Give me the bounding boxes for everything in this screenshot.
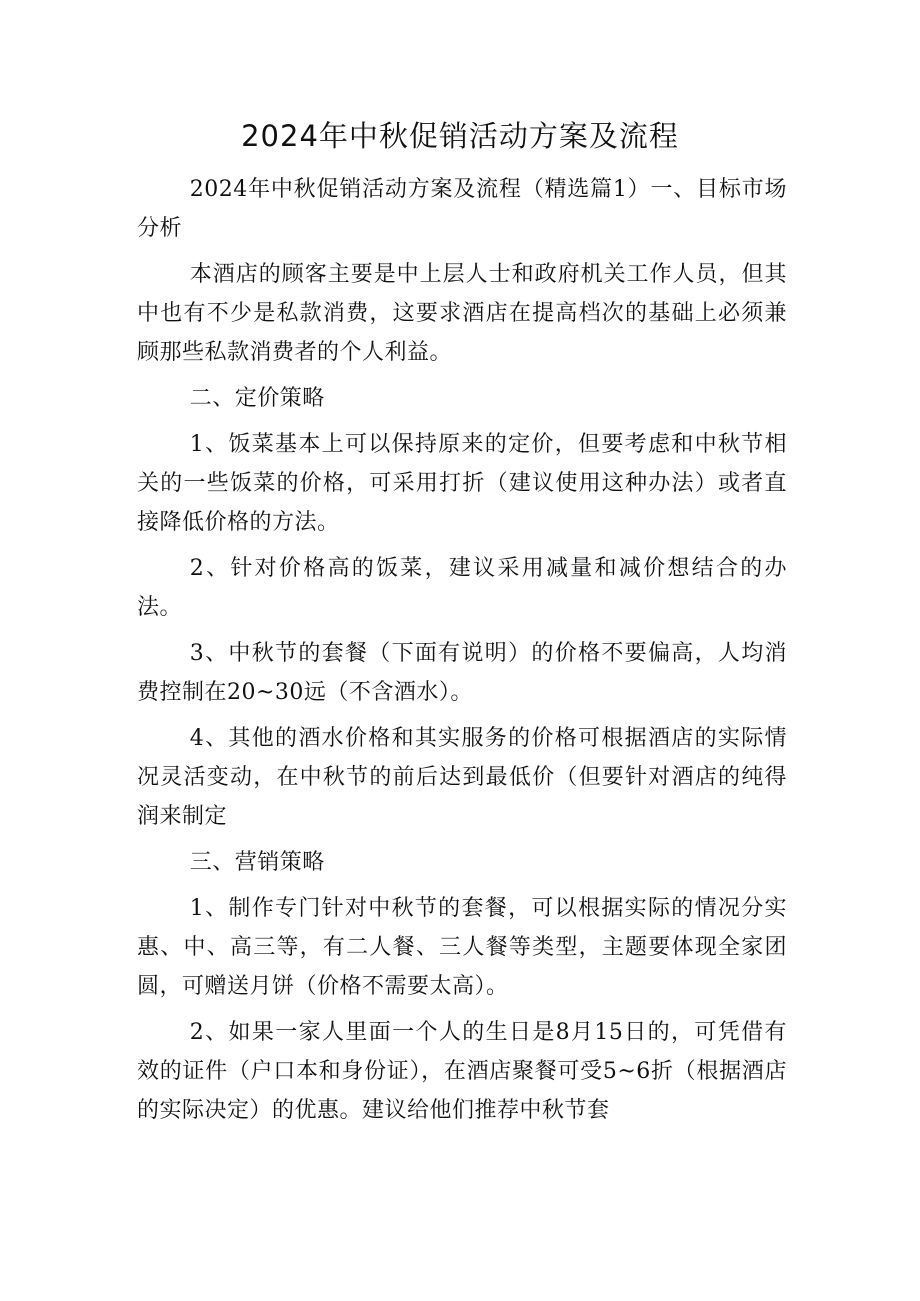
paragraph-marketing-2: 2、如果一家人里面一个人的生日是8月15日的，可凭借有效的证件（户口本和身份证），在酒店聚餐可受5~6折（根据酒店的实际决定）的优惠。建议给他们推荐中秋节套 — [137, 1020, 787, 1123]
paragraph-pricing-3: 3、中秋节的套餐（下面有说明）的价格不要偏高，人均消费控制在20~30远（不含酒水）。 — [137, 641, 787, 705]
document-body — [137, 170, 787, 1137]
document-title: 2024年中秋促销活动方案及流程 — [241, 119, 679, 153]
heading-marketing-strategy: 三、营销策略 — [189, 850, 325, 875]
heading-pricing-strategy: 二、定价策略 — [189, 386, 325, 411]
paragraph-pricing-4: 4、其他的酒水价格和其实服务的价格可根据酒店的实际情况灵活变动，在中秋节的前后达到最低价（但要针对酒店的纯得润来制定 — [137, 726, 787, 829]
paragraph-pricing-2: 2、针对价格高的饭菜，建议采用减量和减价想结合的办法。 — [137, 556, 787, 620]
paragraph-intro: 2024年中秋促销活动方案及流程（精选篇1）一、目标市场分析 — [137, 177, 787, 241]
paragraph-marketing-1: 1、制作专门针对中秋节的套餐，可以根据实际的情况分实惠、中、高三等，有二人餐、三人餐等类型，主题要体现全家团圆，可赠送月饼（价格不需要太高）。 — [137, 896, 787, 999]
paragraph-market-analysis: 本酒店的顾客主要是中上层人士和政府机关工作人员，但其中也有不少是私款消费，这要求酒店在提高档次的基础上必须兼顾那些私款消费者的个人利益。 — [137, 262, 787, 365]
paragraph-pricing-1: 1、饭菜基本上可以保持原来的定价，但要考虑和中秋节相关的一些饭菜的价格，可采用打折（建议使用这种办法）或者直接降低价格的方法。 — [137, 432, 787, 535]
